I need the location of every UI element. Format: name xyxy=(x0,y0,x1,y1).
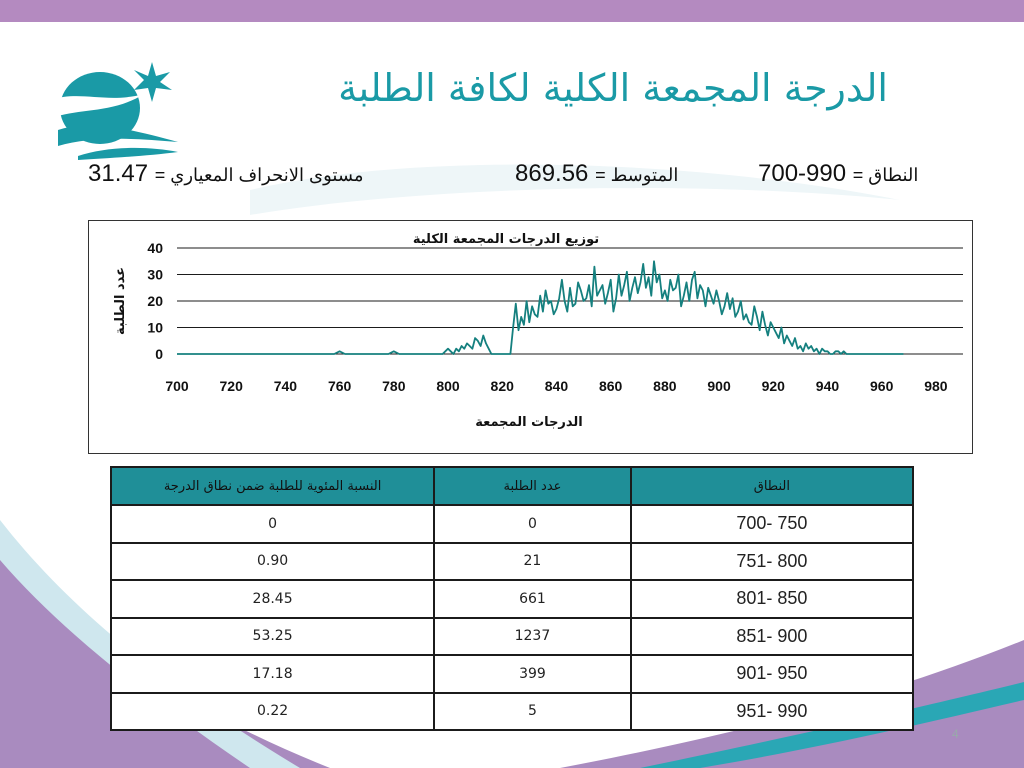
x-tick-label: 860 xyxy=(598,378,623,394)
table-row xyxy=(111,505,913,543)
cell-count: 399 xyxy=(434,655,631,693)
x-tick-label: 960 xyxy=(870,378,894,394)
top-band xyxy=(0,0,1024,22)
y-axis-label: عدد الطلبة xyxy=(113,266,128,336)
y-tick-label: 0 xyxy=(155,346,163,362)
grade-distribution-table xyxy=(110,466,914,731)
x-tick-label: 840 xyxy=(544,378,569,394)
sd-stat xyxy=(88,160,364,188)
series-line xyxy=(177,261,903,354)
header-count: عدد الطلبة xyxy=(434,467,631,505)
cell-percent: 0 xyxy=(111,505,434,543)
x-tick-label: 780 xyxy=(382,378,406,394)
cell-count: 21 xyxy=(434,543,631,581)
page-number: 4 xyxy=(952,727,959,741)
x-tick-label: 900 xyxy=(707,378,731,394)
range-label: النطاق = xyxy=(852,165,919,185)
cell-range: 901- 950 xyxy=(631,655,913,693)
cell-percent: 17.18 xyxy=(111,655,434,693)
mean-label: المتوسط = xyxy=(595,165,679,185)
y-tick-label: 40 xyxy=(147,240,163,256)
chart-frame xyxy=(88,220,973,454)
chart-title: توزيع الدرجات المجمعة الكلية xyxy=(412,232,600,247)
distribution-chart xyxy=(89,221,974,455)
y-tick-label: 10 xyxy=(147,319,163,336)
table-row xyxy=(111,543,913,581)
cell-count: 1237 xyxy=(434,618,631,656)
cell-range: 700- 750 xyxy=(631,505,913,543)
range-value: 990-700 xyxy=(758,160,847,187)
sd-value: 31.47 xyxy=(88,160,149,187)
x-tick-label: 800 xyxy=(436,378,460,394)
header-percent: النسبة المئوية للطلبة ضمن نطاق الدرجة xyxy=(111,467,434,505)
x-tick-label: 700 xyxy=(165,378,189,394)
logo-icon xyxy=(48,60,183,160)
sd-label: مستوى الانحراف المعياري = xyxy=(154,165,364,185)
cell-count: 661 xyxy=(434,580,631,618)
table-row xyxy=(111,618,913,656)
cell-percent: 0.22 xyxy=(111,693,434,731)
table-row xyxy=(111,693,913,731)
x-tick-label: 720 xyxy=(219,378,243,394)
table-header-row xyxy=(111,467,913,505)
x-tick-label: 760 xyxy=(327,378,352,394)
x-tick-label: 740 xyxy=(273,378,298,394)
range-stat xyxy=(758,160,918,188)
table-row xyxy=(111,580,913,618)
cell-range: 751- 800 xyxy=(631,543,913,581)
table-row xyxy=(111,655,913,693)
cell-count: 0 xyxy=(434,505,631,543)
header-range: النطاق xyxy=(631,467,913,505)
x-tick-label: 820 xyxy=(490,378,514,394)
cell-percent: 53.25 xyxy=(111,618,434,656)
x-tick-label: 920 xyxy=(761,378,785,394)
y-tick-label: 20 xyxy=(147,293,163,309)
y-tick-label: 30 xyxy=(147,266,163,283)
cell-range: 801- 850 xyxy=(631,580,913,618)
slide-title: الدرجة المجمعة الكلية لكافة الطلبة xyxy=(338,66,888,110)
cell-percent: 0.90 xyxy=(111,543,434,581)
x-tick-label: 980 xyxy=(924,378,948,394)
x-tick-label: 880 xyxy=(653,378,677,394)
x-tick-label: 940 xyxy=(815,378,840,394)
cell-range: 851- 900 xyxy=(631,618,913,656)
mean-stat xyxy=(515,160,678,188)
cell-percent: 28.45 xyxy=(111,580,434,618)
cell-range: 951- 990 xyxy=(631,693,913,731)
mean-value: 869.56 xyxy=(515,160,589,187)
x-axis-label: الدرجات المجمعة xyxy=(475,415,583,430)
cell-count: 5 xyxy=(434,693,631,731)
